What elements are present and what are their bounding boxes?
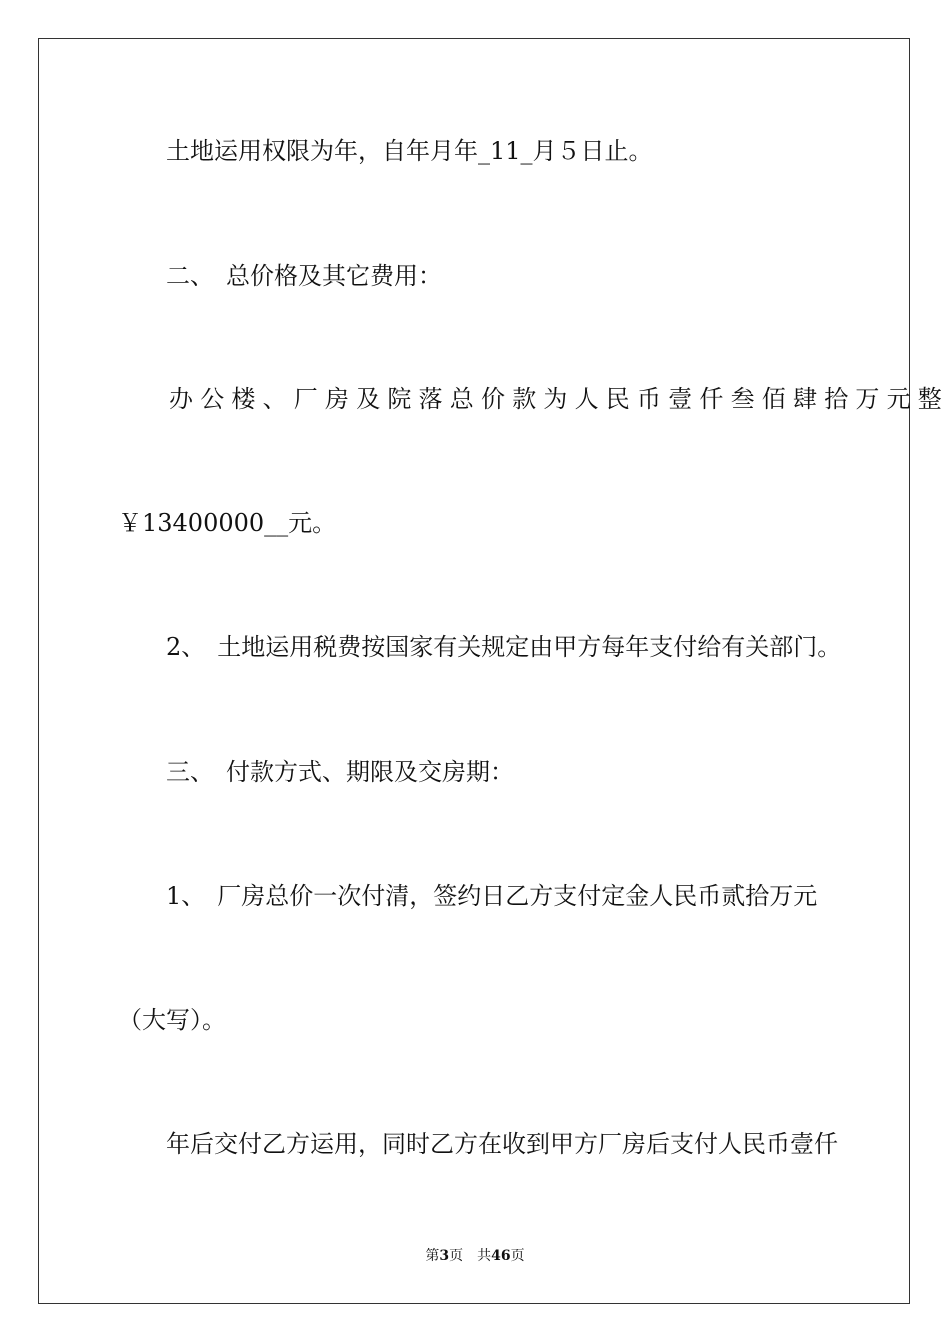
body-line-9: 年后交付乙方运用，同时乙方在收到甲方厂房后支付人民币壹仟 — [166, 1130, 838, 1158]
page-footer — [0, 1247, 950, 1265]
footer-total-pages: 46 — [491, 1248, 511, 1264]
section-heading-2: 二、 总价格及其它费用： — [166, 262, 442, 290]
footer-page-number: 3 — [439, 1248, 450, 1264]
section-heading-3: 三、 付款方式、期限及交房期： — [166, 758, 514, 786]
body-line-3: 办公楼、厂房及院落总价款为人民币壹仟叁佰肆拾万元整 — [169, 385, 949, 413]
footer-total-suffix: 页 — [510, 1248, 525, 1264]
footer-total-prefix: 共 — [477, 1248, 492, 1264]
footer-page-prefix: 第 — [425, 1248, 440, 1264]
page-border — [38, 38, 910, 1304]
body-line-8: （大写）。 — [118, 1006, 226, 1034]
footer-page-suffix: 页 — [449, 1248, 464, 1264]
body-line-4: ￥13400000__元。 — [118, 509, 337, 537]
body-line-1: 土地运用权限为年，自年月年_11_月５日止。 — [166, 137, 653, 165]
body-line-5: 2、 土地运用税费按国家有关规定由甲方每年支付给有关部门。 — [166, 633, 842, 661]
body-line-7: 1、 厂房总价一次付清，签约日乙方支付定金人民币贰拾万元 — [166, 882, 818, 910]
